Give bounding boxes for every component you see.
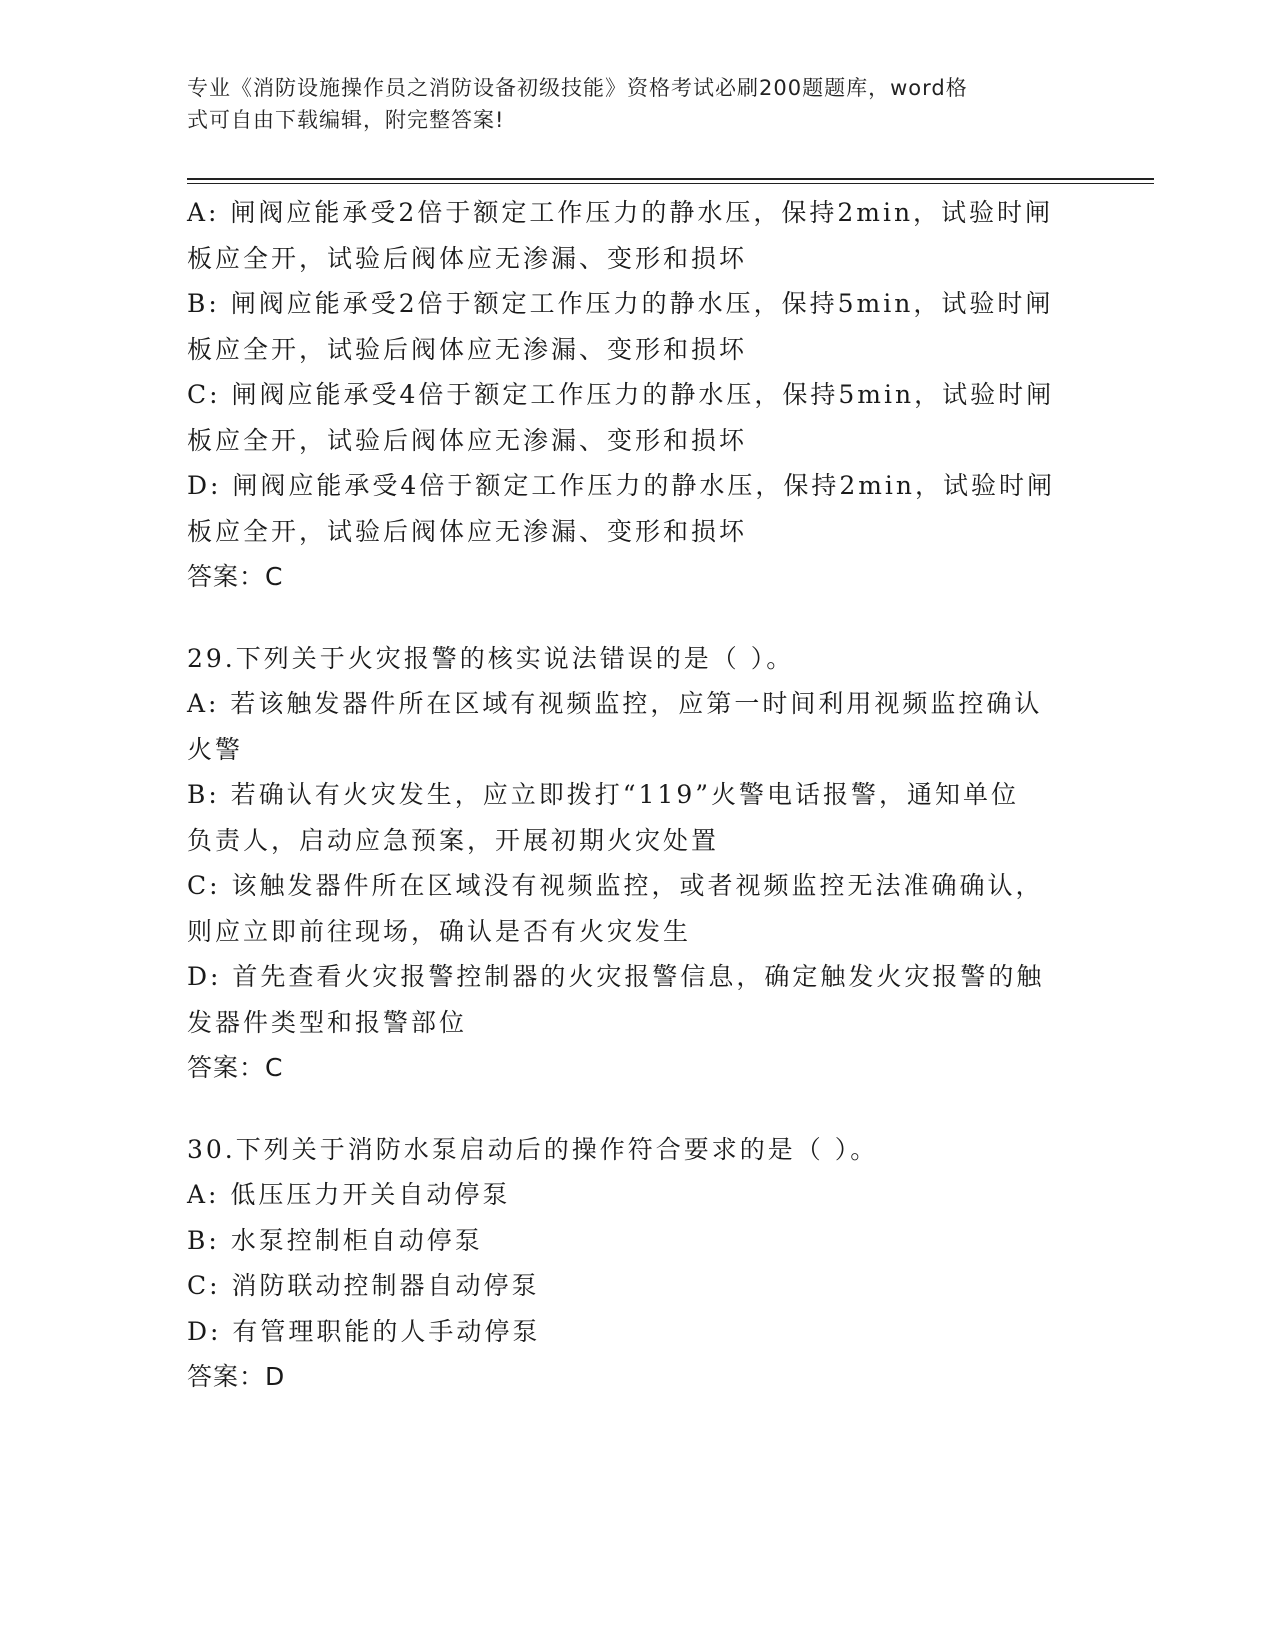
question-text: 29.下列关于火灾报警的核实说法错误的是（ ）。 bbox=[187, 643, 795, 673]
option-line: 发器件类型和报警部位 bbox=[187, 1007, 468, 1037]
answer-text: 答案：D bbox=[187, 1362, 286, 1391]
header-line-1: 专业《消防设施操作员之消防设备初级技能》资格考试必刷200题题库，word格 bbox=[187, 76, 968, 100]
answer-text: 答案：C bbox=[187, 562, 284, 591]
option-line: 板应全开，试验后阀体应无渗漏、变形和损坏 bbox=[187, 425, 748, 455]
question-30 bbox=[187, 1127, 1077, 1400]
option-line: A: 闸阀应能承受2倍于额定工作压力的静水压，保持2min，试验时闸 bbox=[187, 198, 1054, 227]
header-divider-thin bbox=[187, 183, 1154, 184]
option-line: 负责人，启动应急预案，开展初期火灾处置 bbox=[187, 825, 720, 855]
option-a bbox=[187, 190, 1077, 281]
option-b bbox=[187, 772, 1077, 863]
option-line: D: 首先查看火灾报警控制器的火灾报警信息，确定触发火灾报警的触 bbox=[187, 962, 1045, 991]
option-line: C: 该触发器件所在区域没有视频监控，或者视频监控无法准确确认， bbox=[187, 871, 1044, 900]
header-divider-thick bbox=[187, 178, 1154, 180]
question-28 bbox=[187, 190, 1077, 600]
option-d: D: 有管理职能的人手动停泵 bbox=[187, 1316, 541, 1346]
document-header bbox=[187, 72, 1087, 136]
option-line: 板应全开，试验后阀体应无渗漏、变形和损坏 bbox=[187, 243, 748, 273]
spacer bbox=[187, 1091, 1077, 1127]
question-content bbox=[187, 190, 1077, 1400]
option-line: 火警 bbox=[187, 734, 244, 764]
option-b: B: 水泵控制柜自动停泵 bbox=[187, 1225, 483, 1255]
option-line: B: 闸阀应能承受2倍于额定工作压力的静水压，保持5min，试验时闸 bbox=[187, 289, 1054, 318]
option-c bbox=[187, 372, 1077, 463]
option-line: A: 若该触发器件所在区域有视频监控，应第一时间利用视频监控确认 bbox=[187, 689, 1043, 718]
option-a bbox=[187, 681, 1077, 772]
option-d bbox=[187, 463, 1077, 554]
option-line: 板应全开，试验后阀体应无渗漏、变形和损坏 bbox=[187, 334, 748, 364]
question-29 bbox=[187, 636, 1077, 1091]
option-b bbox=[187, 281, 1077, 372]
header-line-2: 式可自由下载编辑，附完整答案! bbox=[187, 108, 505, 132]
option-line: D: 闸阀应能承受4倍于额定工作压力的静水压，保持2min，试验时闸 bbox=[187, 471, 1056, 500]
option-a: A: 低压压力开关自动停泵 bbox=[187, 1180, 511, 1209]
option-line: B: 若确认有火灾发生，应立即拨打“119”火警电话报警，通知单位 bbox=[187, 780, 1020, 809]
option-c bbox=[187, 863, 1077, 954]
option-line: 则应立即前往现场，确认是否有火灾发生 bbox=[187, 916, 692, 946]
option-c: C: 消防联动控制器自动停泵 bbox=[187, 1271, 540, 1300]
option-d bbox=[187, 954, 1077, 1045]
spacer bbox=[187, 600, 1077, 636]
option-line: C: 闸阀应能承受4倍于额定工作压力的静水压，保持5min，试验时闸 bbox=[187, 380, 1055, 409]
option-line: 板应全开，试验后阀体应无渗漏、变形和损坏 bbox=[187, 516, 748, 546]
question-text: 30.下列关于消防水泵启动后的操作符合要求的是（ ）。 bbox=[187, 1134, 879, 1164]
answer-text: 答案：C bbox=[187, 1053, 284, 1082]
